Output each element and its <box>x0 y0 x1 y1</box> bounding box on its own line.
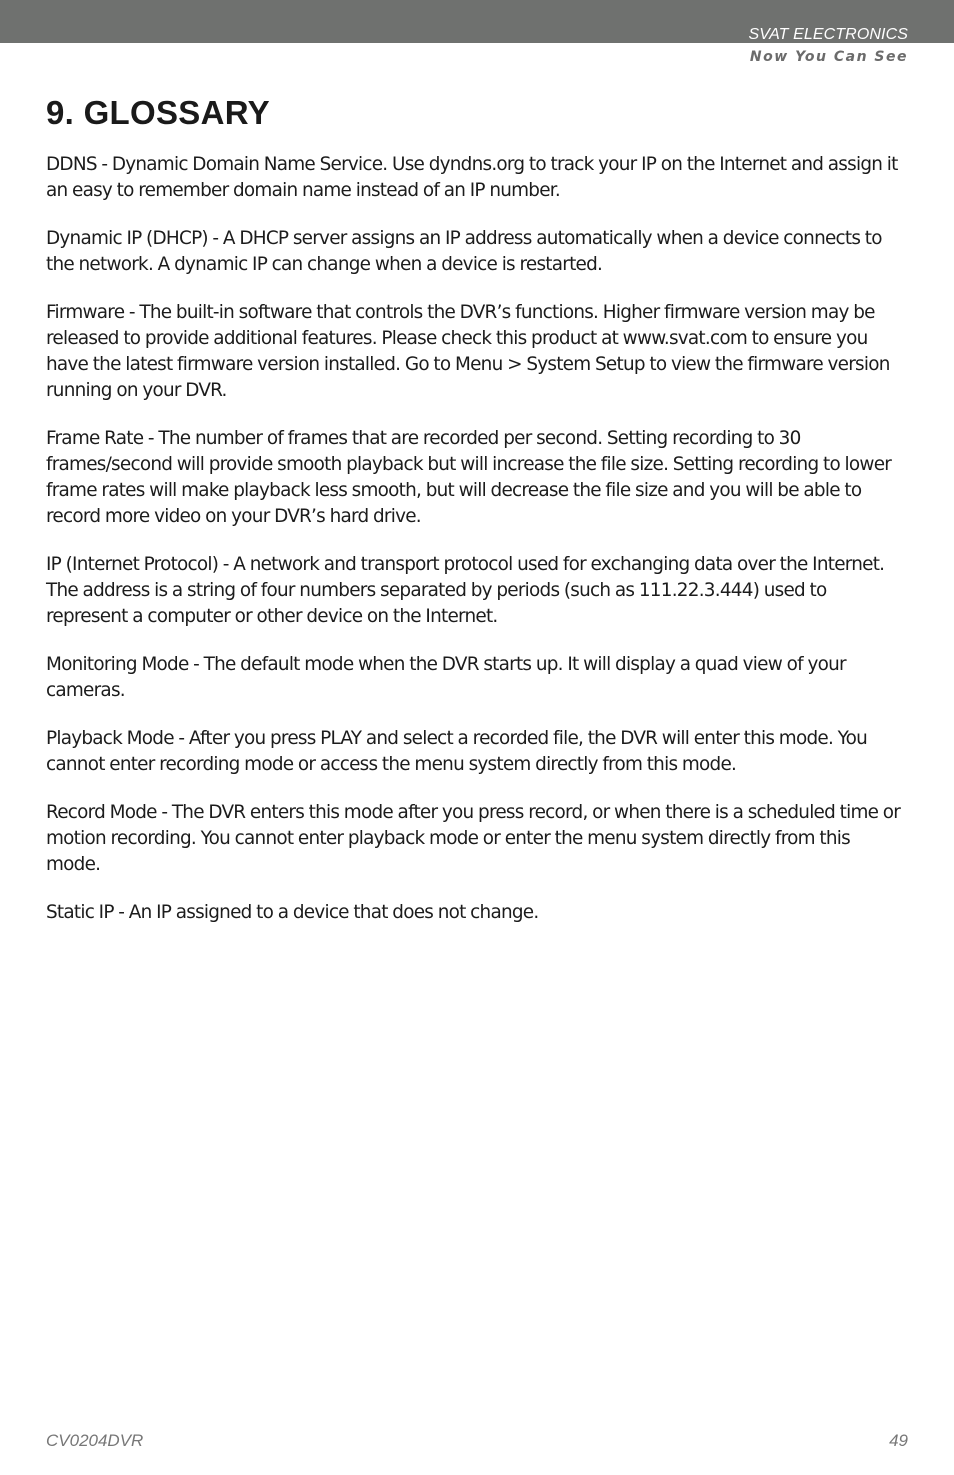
glossary-entry-record-mode: Record Mode - The DVR enters this mode after you press record, or when there is a scheduled time or motion recording. You cannot enter playback mode or enter the menu system directly from this mode. <box>46 802 901 875</box>
glossary-entry-playback-mode: Playback Mode - After you press PLAY and select a recorded file, the DVR will enter this mode. You cannot enter recording mode or access the menu system directly from this mode. <box>46 728 868 775</box>
glossary-entry-ddns: DDNS - Dynamic Domain Name Service. Use dyndns.org to track your IP on the Internet and assign it an easy to remember domain name instead of an IP number. <box>46 154 898 201</box>
footer-page-number: 49 <box>889 1431 908 1450</box>
glossary-entry-ip: IP (Internet Protocol) - A network and transport protocol used for exchanging data over the Internet. The address is a string of four numbers separated by periods (such as 111.22.3.444) used to represent a computer or other device on the Internet. <box>46 554 885 627</box>
footer-model: CV0204DVR <box>46 1431 144 1450</box>
brand-block <box>748 27 908 64</box>
glossary-entry-monitoring-mode: Monitoring Mode - The default mode when the DVR starts up. It will display a quad view of your cameras. <box>46 654 846 701</box>
brand-name: SVAT ELECTRONICS <box>748 26 908 43</box>
brand-tagline: Now You Can See <box>749 49 908 65</box>
glossary-entry-dynamic-ip: Dynamic IP (DHCP) - A DHCP server assigns an IP address automatically when a device connects to the network. A dynamic IP can change when a device is restarted. <box>46 228 882 275</box>
glossary-entry-firmware: Firmware - The built-in software that controls the DVR’s functions. Higher firmware version may be released to provide additional features. Please check this product at www.svat.com to ensure you have the latest firmware version installed. Go to Menu > System Setup to view the firmware version running on your DVR. <box>46 302 890 401</box>
glossary-entry-static-ip: Static IP - An IP assigned to a device that does not change. <box>46 902 539 923</box>
page-title: 9. GLOSSARY <box>46 94 270 131</box>
glossary-list <box>46 152 908 948</box>
glossary-entry-frame-rate: Frame Rate - The number of frames that are recorded per second. Setting recording to 30 frames/second will provide smooth playback but will increase the file size. Setting recording to lower frame rates will make playback less smooth, but will decrease the file size and you will be able to record more video on your DVR’s hard drive. <box>46 428 892 527</box>
